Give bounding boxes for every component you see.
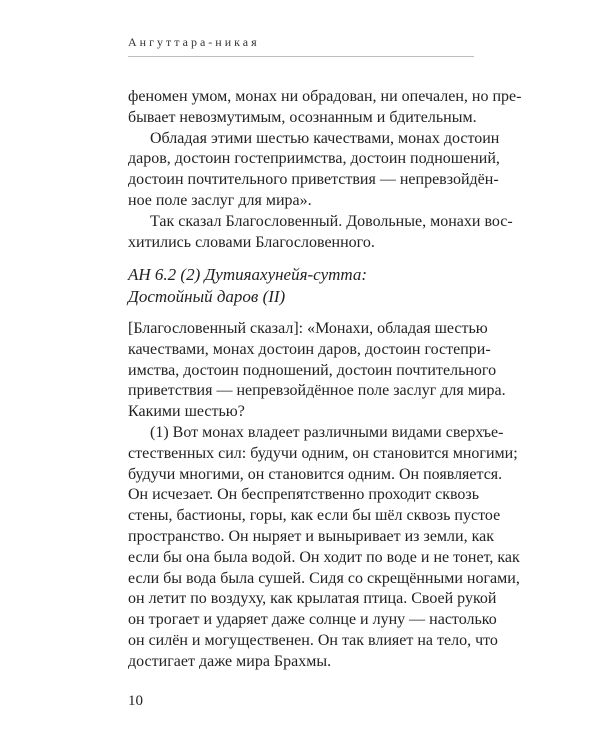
heading-line: Достойный даров (II) xyxy=(128,287,286,306)
text-line: он трогает и ударяет даже солнце и луну — настолько xyxy=(128,611,497,629)
text-line: достигает даже мира Брахмы. xyxy=(128,652,332,670)
text-line: стественных сил: будучи одним, он становится многими; xyxy=(128,444,518,462)
sutta-heading xyxy=(128,264,474,308)
heading-line: АН 6.2 (2) Дутияахунейя-сутта: xyxy=(128,265,368,284)
text-line: если бы она была водой. Он ходит по воде и не тонет, как xyxy=(128,548,520,566)
text-line: феномен умом, монах ни обрадован, ни опечален, но пре- xyxy=(128,88,522,105)
paragraph xyxy=(128,129,500,212)
text-line: (1) Вот монах владеет различными видами сверхъе- xyxy=(150,423,504,441)
text-line: Какими шестью? xyxy=(128,403,245,421)
text-line: [Благословенный сказал]: «Монахи, обладая шестью xyxy=(128,320,488,337)
paragraph xyxy=(128,319,506,423)
paragraph xyxy=(128,87,522,129)
running-head: Ангуттара-никая xyxy=(128,35,260,49)
sutta-body xyxy=(128,319,520,673)
previous-sutta-ending xyxy=(128,87,522,253)
text-line: если бы вода была сушей. Сидя со скрещёнными ногами, xyxy=(128,569,520,587)
text-line: Он исчезает. Он беспрепятственно проходит сквозь xyxy=(128,486,480,504)
header-rule xyxy=(128,56,474,57)
text-line: бывает невозмутимым, осознанным и бдительным. xyxy=(128,108,477,126)
text-line: стены, бастионы, горы, как если бы шёл сквозь пустое xyxy=(128,507,501,525)
text-line: даров, достоин гостеприимства, достоин подношений, xyxy=(128,150,500,168)
text-line: хитились словами Благословенного. xyxy=(128,233,375,251)
paragraph xyxy=(128,212,513,254)
text-line: будучи многими, он становится одним. Он появляется. xyxy=(128,465,503,483)
text-line: он летит по воздуху, как крылатая птица. Своей рукой xyxy=(128,590,497,608)
text-line: пространство. Он ныряет и выныривает из земли, как xyxy=(128,527,494,545)
text-line: ное поле заслуг для мира». xyxy=(128,191,312,209)
text-line: Обладая этими шестью качествами, монах достоин xyxy=(150,129,500,147)
text-line: он силён и могущественен. Он так влияет на тело, что xyxy=(128,631,498,649)
page-number: 10 xyxy=(128,693,143,709)
text-line: приветствия — непревзойдённое поле заслуг для мира. xyxy=(128,382,506,400)
text-line: Так сказал Благословенный. Довольные, монахи вос- xyxy=(150,212,513,230)
text-line: качествами, монах достоин даров, достоин гостепри- xyxy=(128,340,491,358)
text-line: достоин почтительного приветствия — непревзойдён- xyxy=(128,171,499,189)
text-line: имства, достоин подношений, достоин почтительного xyxy=(128,361,497,379)
paragraph xyxy=(128,423,520,673)
